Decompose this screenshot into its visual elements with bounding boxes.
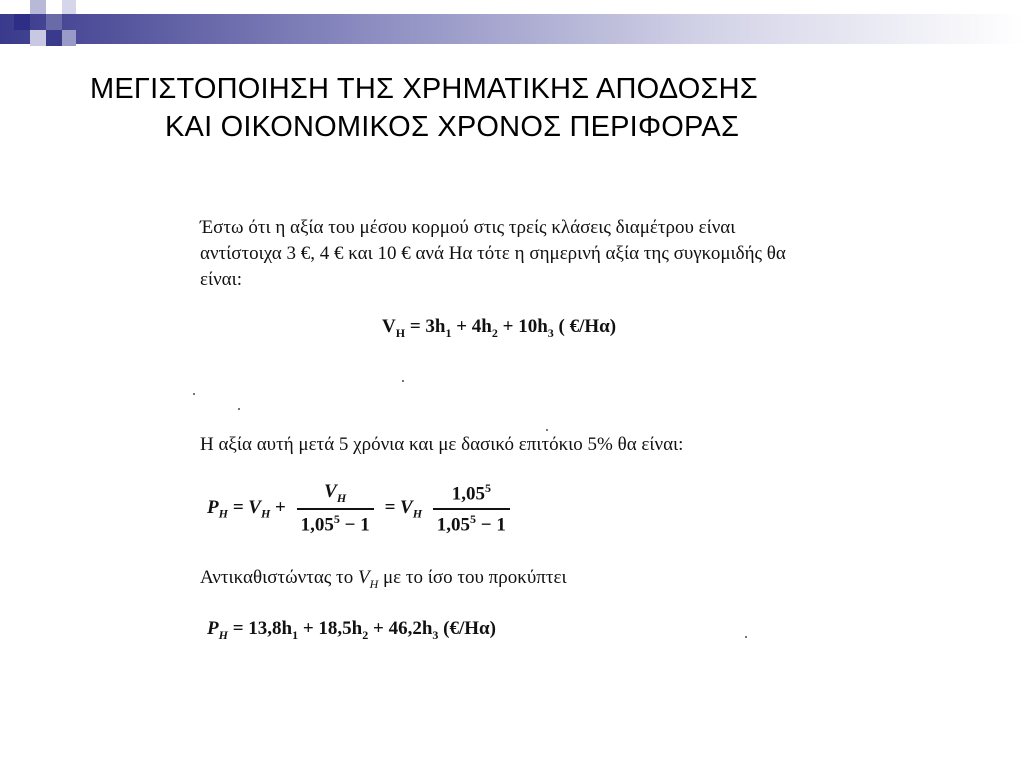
eq2-v-second: = V <box>384 496 413 518</box>
frac2-den-sup: 5 <box>470 511 477 526</box>
slide-title-line-1: ΜΕΓΙΣΤΟΠΟΙΗΣΗ ΤΗΣ ΧΡΗΜΑΤΙΚΗΣ ΑΠΟΔΟΣΗΣ <box>90 73 758 105</box>
eq2-p-sub: H <box>218 506 228 521</box>
frac2-num: 1,05 <box>451 483 485 505</box>
eq1-term1-sub: 1 <box>445 325 452 340</box>
eq3-term2: + 18,5h <box>298 618 363 639</box>
eq2-v-second-sub: H <box>412 506 423 521</box>
scan-speck <box>193 393 195 395</box>
frac1-den: 1,05 <box>300 514 334 536</box>
eq3-term2-sub: 2 <box>362 627 369 642</box>
header-gradient-band <box>0 14 1024 44</box>
eq2-plus: + <box>270 496 286 518</box>
frac1-den-tail: − 1 <box>339 514 370 536</box>
frac2-num-sup: 5 <box>484 481 491 496</box>
eq3-term3: + 46,2h <box>368 618 433 639</box>
eq3-unit: (€/Ηα) <box>438 618 496 639</box>
equation-present-value <box>382 316 616 341</box>
para3-post: με το ίσο του προκύπτει <box>378 567 567 588</box>
deco-square-light <box>30 0 46 14</box>
eq1-lhs: V <box>382 316 396 337</box>
para3-pre: Αντικαθιστώντας το <box>200 567 358 588</box>
slide-title-line-2: ΚΑΙ ΟΙΚΟΝΟΜΙΚΟΣ ΧΡΟΝΟΣ ΠΕΡΙΦΟΡΑΣ <box>165 111 740 143</box>
deco-square-light-2 <box>30 30 46 46</box>
deco-square-light-3 <box>62 0 76 14</box>
eq1-term2-sub: 2 <box>491 325 498 340</box>
frac1-num-sub: H <box>336 490 347 505</box>
deco-square-mid <box>46 14 62 30</box>
equation-rotation-value <box>207 481 516 536</box>
scan-speck <box>402 380 404 382</box>
eq2-v: = V <box>232 496 261 518</box>
eq2-p: P <box>207 496 219 518</box>
paragraph-substitution <box>200 565 567 597</box>
eq3-p-sub: H <box>218 627 228 642</box>
eq1-lhs-sub: H <box>395 325 406 340</box>
frac2-den: 1,05 <box>436 513 471 535</box>
paragraph-value-definition: Έστω ότι η αξία του μέσου κορμού στις τρείς κλάσεις διαμέτρου είναι αντίστοιχα 3 €, 4 € και 10 € ανά Ηα τότε η σημερινή αξία της συγκομιδής θα είναι: <box>200 217 786 290</box>
eq1-term3-sub: 3 <box>547 325 554 340</box>
eq2-v-sub: H <box>260 506 271 521</box>
eq3-p: P <box>207 618 219 639</box>
eq1-term1: = 3h <box>409 316 446 337</box>
eq2-fraction-1 <box>297 481 374 536</box>
paragraph-future-value: Η αξία αυτή μετά 5 χρόνια και με δασικό επιτόκιο 5% θα είναι: <box>200 434 684 455</box>
slide-title <box>90 70 950 146</box>
scanned-text-image <box>192 205 832 665</box>
deco-square-dark <box>14 14 30 30</box>
eq2-fraction-2 <box>433 481 510 536</box>
eq1-term2: + 4h <box>451 316 492 337</box>
equation-final-value <box>207 618 496 643</box>
para3-var-sub: H <box>369 576 379 591</box>
deco-square-dark-2 <box>46 30 62 46</box>
frac1-num: V <box>324 481 337 502</box>
scan-speck <box>546 429 548 431</box>
frac2-den-tail: − 1 <box>476 513 506 535</box>
scan-speck <box>238 408 240 410</box>
frac1-den-sup: 5 <box>333 511 340 526</box>
scan-speck <box>745 636 747 638</box>
eq3-term1: = 13,8h <box>227 618 293 639</box>
eq1-unit: ( €/Ηα) <box>553 316 617 337</box>
para3-var: V <box>357 567 370 588</box>
deco-square-mid-2 <box>62 30 76 46</box>
eq3-term3-sub: 3 <box>432 627 439 642</box>
eq1-term3: + 10h <box>497 316 548 337</box>
eq3-term1-sub: 1 <box>292 627 299 642</box>
